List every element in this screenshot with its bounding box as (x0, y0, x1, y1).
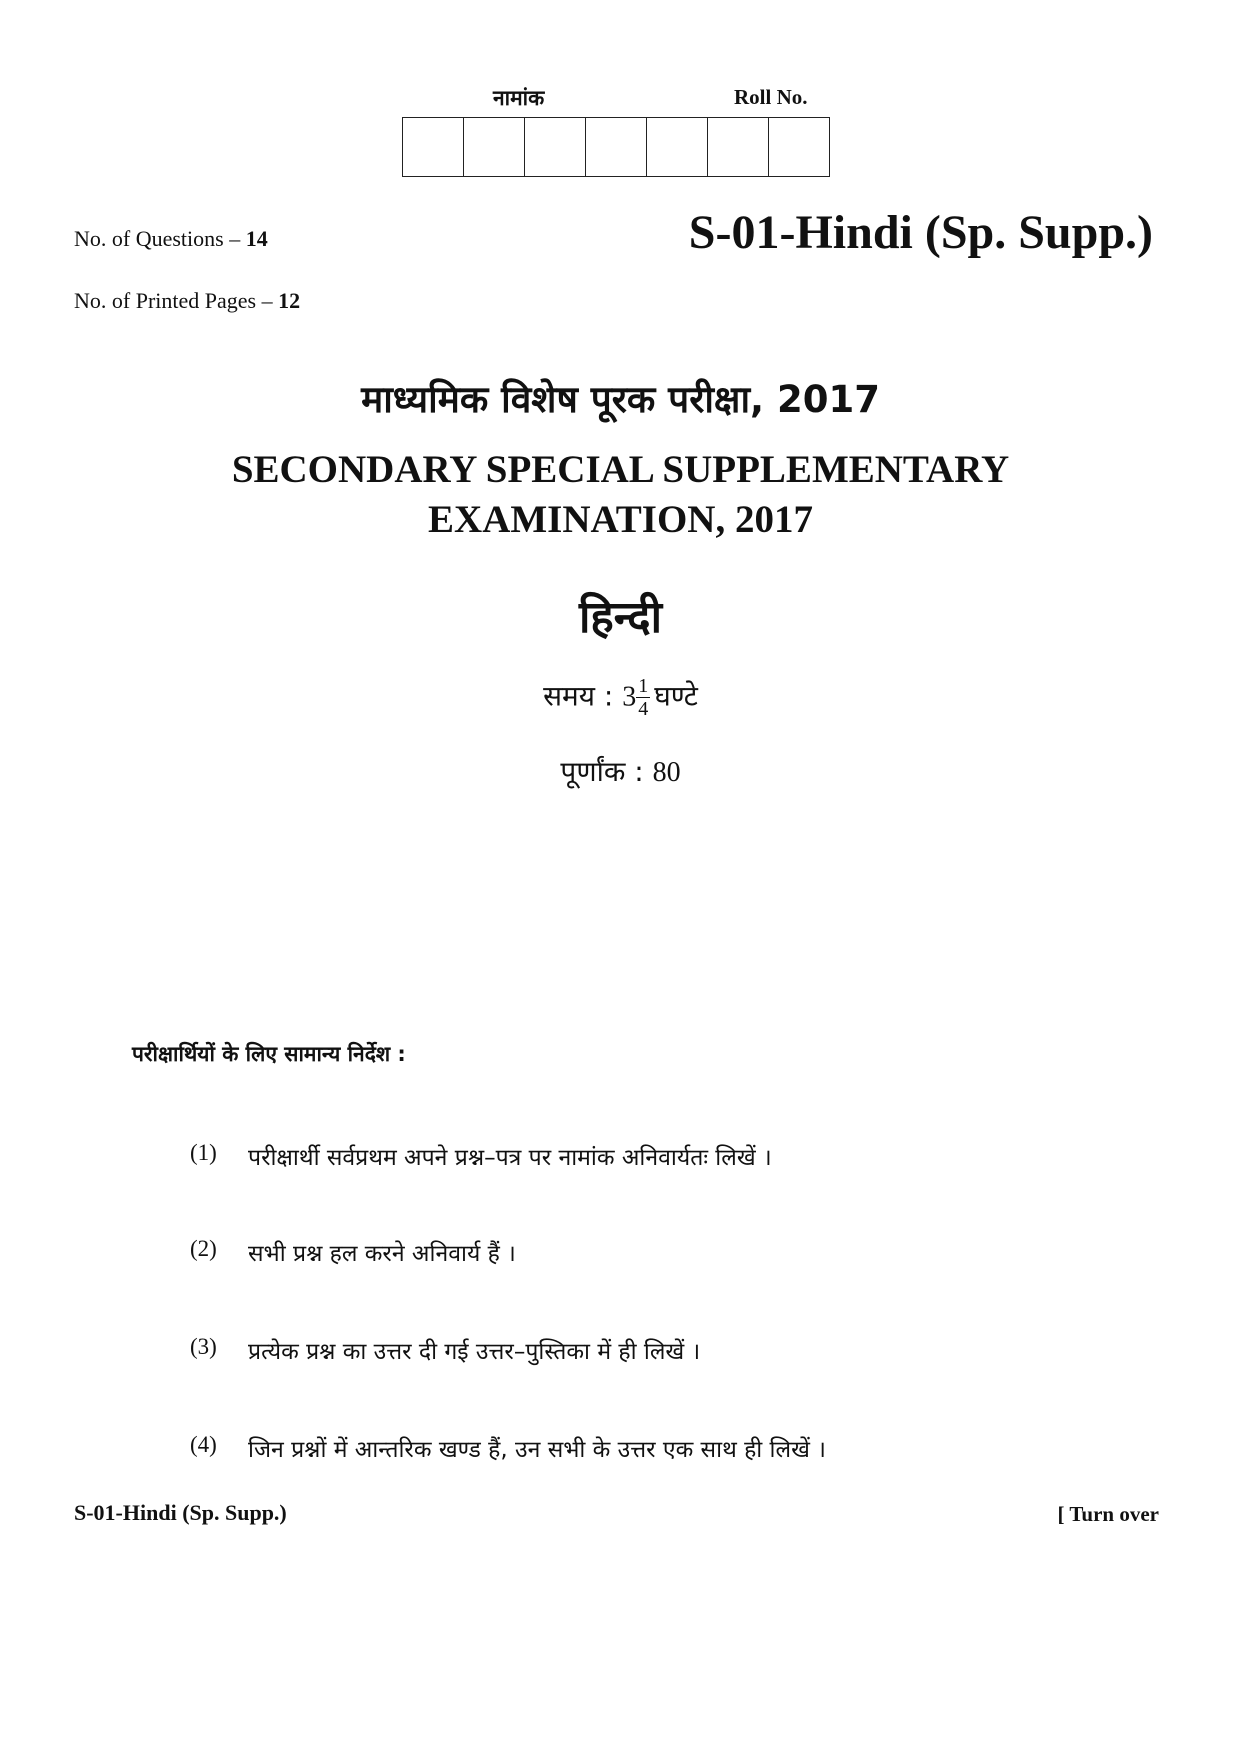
roll-box[interactable] (525, 118, 586, 176)
questions-label: No. of Questions – (74, 226, 241, 251)
roll-box[interactable] (647, 118, 708, 176)
time-numerator: 1 (638, 675, 649, 697)
instruction-number: (4) (190, 1432, 217, 1457)
roll-box[interactable] (708, 118, 769, 176)
time-whole: 3 (622, 681, 637, 713)
instruction-item (190, 1140, 772, 1172)
roll-box[interactable] (586, 118, 647, 176)
instruction-number: (2) (190, 1236, 217, 1261)
questions-value: 14 (245, 226, 268, 251)
marks-label: पूर्णांक : (560, 755, 644, 788)
roll-number-boxes (402, 117, 830, 177)
roll-box[interactable] (403, 118, 464, 176)
instruction-number: (3) (190, 1334, 217, 1359)
instruction-text: प्रत्येक प्रश्न का उत्तर दी गई उत्तर–पुस्तिका में ही लिखें । (248, 1339, 701, 1365)
instruction-item (190, 1236, 516, 1268)
pages-label: No. of Printed Pages – (74, 288, 273, 313)
subject-title: हिन्दी (578, 592, 663, 643)
instruction-text: परीक्षार्थी सर्वप्रथम अपने प्रश्न–पत्र पर नामांक अनिवार्यतः लिखें । (248, 1145, 772, 1171)
footer-paper-code: S-01-Hindi (Sp. Supp.) (74, 1500, 287, 1525)
max-marks (0, 752, 1241, 790)
turn-over: [ Turn over (1057, 1502, 1159, 1526)
instructions-heading: परीक्षार्थियों के लिए सामान्य निर्देश : (132, 1042, 406, 1066)
time-label: समय : (543, 679, 614, 713)
time-denominator: 4 (638, 698, 649, 720)
pages-value: 12 (278, 288, 301, 313)
roll-label-english: Roll No. (734, 85, 808, 109)
time-fraction (636, 675, 650, 720)
marks-value: 80 (652, 757, 681, 788)
roll-box[interactable] (464, 118, 525, 176)
questions-count (74, 226, 268, 252)
exam-title-line1: SECONDARY SPECIAL SUPPLEMENTARY (231, 448, 1010, 491)
time-unit: घण्टे (654, 679, 698, 713)
instruction-item (190, 1334, 700, 1366)
roll-box[interactable] (769, 118, 829, 176)
exam-title-hindi: माध्यमिक विशेष पूरक परीक्षा, 2017 (361, 378, 880, 421)
instruction-text: सभी प्रश्न हल करने अनिवार्य हैं । (248, 1241, 516, 1267)
instruction-item (190, 1432, 826, 1464)
instruction-number: (1) (190, 1140, 217, 1165)
exam-title-line2: EXAMINATION, 2017 (428, 498, 813, 541)
roll-label-hindi: नामांक (493, 86, 545, 110)
instruction-text: जिन प्रश्नों में आन्तरिक खण्ड हैं, उन सभी के उत्तर एक साथ ही लिखें । (248, 1437, 826, 1463)
pages-count (74, 288, 300, 314)
time-allowed (0, 675, 1241, 720)
paper-code: S-01-Hindi (Sp. Supp.) (688, 206, 1153, 259)
exam-title-english (0, 445, 1241, 545)
